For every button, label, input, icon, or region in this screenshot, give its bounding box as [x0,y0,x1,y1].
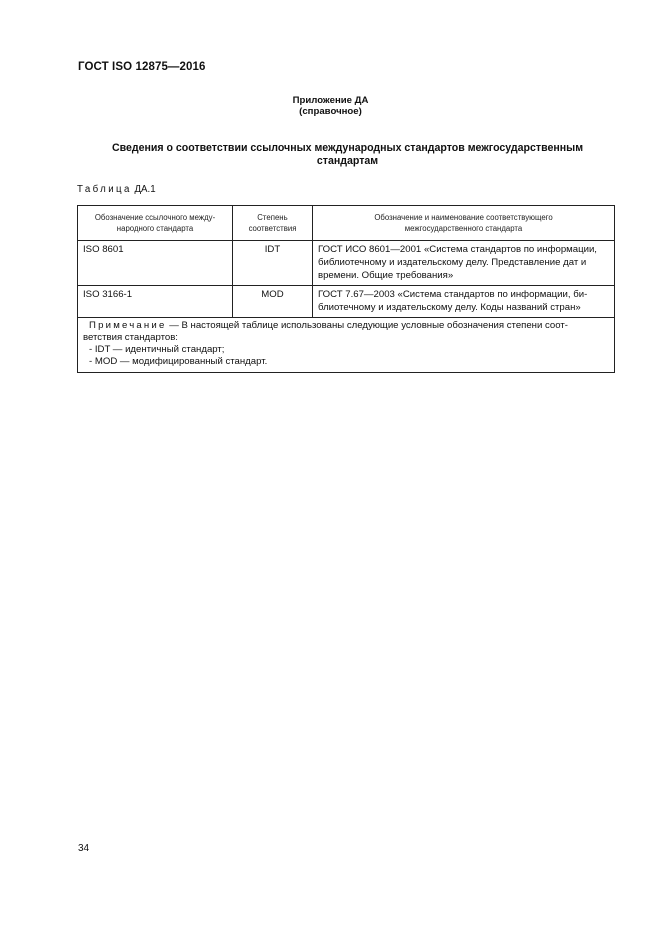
cell-standard-line2: библиотечному и издательскому делу. Представление дат и [318,257,587,268]
document-code: ГОСТ ISO 12875—2016 [78,61,206,73]
appendix-title: Приложение ДА [292,95,369,106]
table-header-row [78,206,615,241]
cell-standard-line3: времени. Общие требования» [318,270,454,281]
table-caption-id: ДА.1 [134,184,156,195]
cell-ref: ISO 3166-1 [78,286,233,318]
table-row [78,286,615,318]
header-ref-line1: Обозначение ссылочного между- [94,213,216,222]
note-text1: — В настоящей таблице использованы следующие условные обозначения степени соот- [166,320,568,331]
cell-standard-line1: ГОСТ 7.67—2003 «Система стандартов по информации, би- [318,289,588,300]
cell-standard-line1: ГОСТ ИСО 8601—2001 «Система стандартов по информации, [318,244,597,255]
table-note [78,318,615,373]
standards-table [77,205,615,373]
page-number: 34 [78,843,90,854]
note-line2: ветствия стандартов: [83,332,178,343]
note-label: Примечание [89,320,167,331]
header-interstate-standard [313,206,615,241]
cell-standard [313,286,615,318]
table-row [78,241,615,286]
table-caption-label: Таблица [77,184,132,195]
note-line1 [83,320,609,332]
note-item-mod: - MOD — модифицированный стандарт. [89,356,268,367]
table-caption [77,184,156,195]
header-degree-line2: соответствия [248,224,297,233]
section-title-line1: Сведения о соответствии ссылочных международных стандартов межгосударственным [111,142,584,154]
cell-standard-line2: блиотечному и издательскому делу. Коды названий стран» [318,302,581,313]
cell-degree: MOD [233,286,313,318]
header-interstate-line1: Обозначение и наименование соответствующего [374,213,553,222]
header-ref-standard [78,206,233,241]
note-item-idt: - IDT — идентичный стандарт; [89,344,225,355]
cell-ref: ISO 8601 [78,241,233,286]
appendix-note: (справочное) [299,106,362,117]
cell-standard [313,241,615,286]
header-degree [233,206,313,241]
header-ref-line2: народного стандарта [116,224,194,233]
cell-degree: IDT [233,241,313,286]
section-title-line2: стандартам [316,155,379,167]
header-interstate-line2: межгосударственного стандарта [404,224,523,233]
header-degree-line1: Степень [257,213,288,222]
section-title [80,142,615,168]
table-note-row [78,318,615,373]
